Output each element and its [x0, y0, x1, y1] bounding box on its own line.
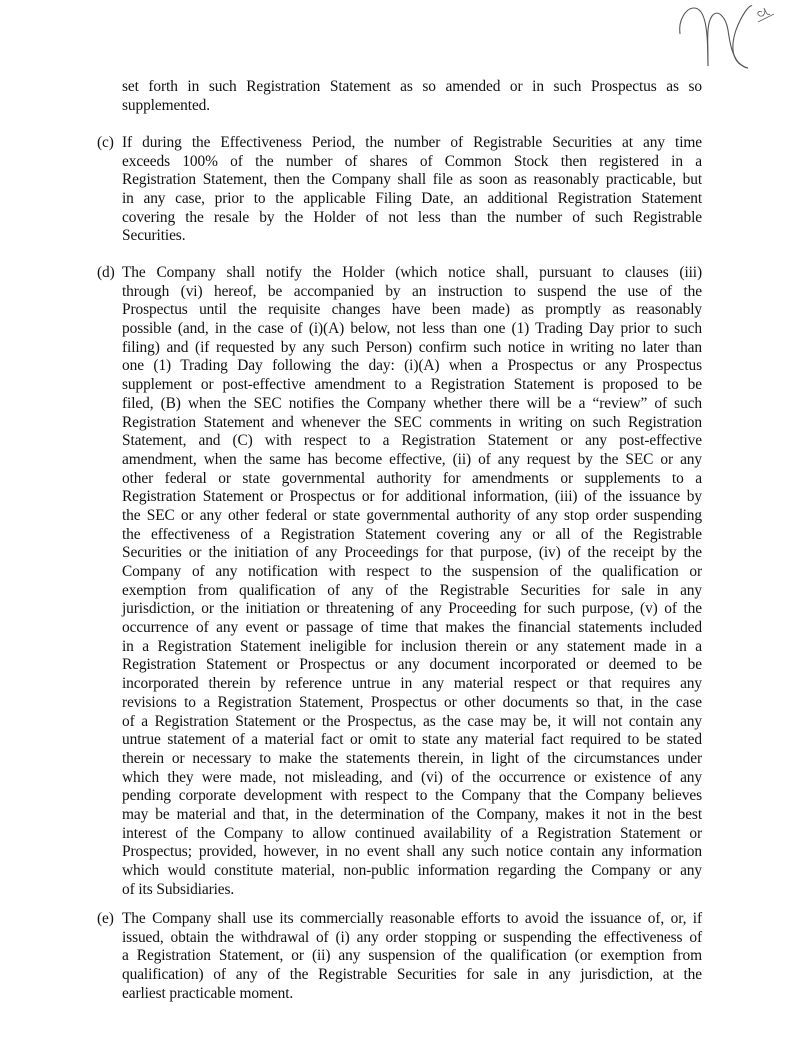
text-line: set forth in such Registration Statement as so amended or in such Prospectus as so [122, 78, 702, 95]
handwritten-initials-icon [672, 2, 782, 74]
text-line: in a Registration Statement ineligible for inclusion therein or any statement made in a [122, 637, 702, 655]
text-line: amendment, when the same has become effective, (ii) of any request by the SEC or any [122, 450, 702, 468]
text-line: through (vi) hereof, be accompanied by an instruction to suspend the use of the [122, 282, 702, 300]
text-line: possible (and, in the case of (i)(A) below, not less than one (1) Trading Day prior to such [122, 320, 702, 338]
text-line: the effectiveness of a Registration Statement covering any or all of the Registrable [122, 525, 702, 543]
text-line: filing) and (if requested by any such Person) confirm such notice in writing no later than [122, 338, 702, 356]
text-line: The Company shall use its commercially reasonable efforts to avoid the issuance of, or, if [122, 910, 702, 927]
text-line: Registration Statement and whenever the SEC comments in writing on such Registration [122, 413, 702, 431]
text-line: may be material and that, in the determination of the Company, makes it not in the best [122, 805, 702, 823]
text-line: one (1) Trading Day following the day: (i)(A) when a Prospectus or any Prospectus [122, 357, 702, 375]
clause-c [97, 134, 702, 246]
clause-label: (e) [97, 910, 114, 927]
text-line: Registration Statement or Prospectus or for additional information, (iii) of the issuance by [122, 488, 702, 506]
text-line: untrue statement of a material fact or omit to state any material fact required to be stated [122, 731, 702, 749]
clause-label: (c) [97, 134, 114, 151]
text-line: Registration Statement, then the Company shall file as soon as reasonably practicable, but [122, 171, 702, 189]
text-line: Registration Statement or Prospectus or any document incorporated or deemed to be [122, 656, 702, 674]
text-line: which they were made, not misleading, and (vi) of the occurrence or existence of any [122, 768, 702, 786]
text-line: Company of any notification with respect to the suspension of the qualification or [122, 563, 702, 580]
clause-d [97, 264, 702, 899]
text-line: exceeds 100% of the number of shares of Common Stock then registered in a [122, 152, 702, 170]
text-line: exemption from qualification of any of the Registrable Securities for sale in any [122, 581, 702, 599]
text-line: pending corporate development with respect to the Company that the Company believes [122, 787, 702, 805]
text-line: Statement, and (C) with respect to a Registration Statement or any post-effective [122, 432, 702, 450]
clause-label: (d) [97, 264, 115, 281]
clause-e [97, 910, 702, 1003]
text-line: other federal or state governmental authority for amendments or supplements to a [122, 469, 702, 487]
text-line: Securities or the initiation of any Proceedings for that purpose, (iv) of the receipt by the [122, 544, 702, 562]
text-line: covering the resale by the Holder of not less than the number of such Registrable [122, 208, 702, 226]
text-line: Prospectus; provided, however, in no event shall any such notice contain any information [122, 843, 702, 861]
text-line: earliest practicable moment. [122, 984, 294, 1002]
text-line: If during the Effectiveness Period, the number of Registrable Securities at any time [122, 134, 702, 151]
text-line: therein or necessary to make the statements therein, in light of the circumstances under [122, 749, 702, 767]
text-line: of its Subsidiaries. [122, 880, 235, 898]
text-line: occurrence of any event or passage of time that makes the financial statements included [122, 619, 702, 637]
text-line: issued, obtain the withdrawal of (i) any order stopping or suspending the effectiveness of [122, 928, 702, 946]
text-line: jurisdiction, or the initiation or threatening of any Proceeding for such purpose, (v) of the [122, 600, 702, 618]
text-line: the SEC or any other federal or state governmental authority of any stop order suspending [122, 506, 702, 524]
text-line: Securities. [122, 227, 186, 245]
text-line: a Registration Statement, or (ii) any suspension of the qualification (or exemption from [122, 947, 702, 965]
text-line: qualification) of any of the Registrable Securities for sale in any jurisdiction, at the [122, 966, 702, 984]
text-line: interest of the Company to allow continued availability of a Registration Statement or [122, 824, 702, 842]
continuation-paragraph [122, 78, 702, 115]
text-line: filed, (B) when the SEC notifies the Company whether there will be a “review” of such [122, 394, 702, 412]
text-line: incorporated therein by reference untrue in any material respect or that requires any [122, 675, 702, 693]
text-line: which would constitute material, non-public information regarding the Company or any [122, 862, 702, 879]
text-line: in any case, prior to the applicable Filing Date, an additional Registration Statement [122, 190, 702, 208]
text-line: Prospectus until the requisite changes have been made) as promptly as reasonably [122, 301, 702, 319]
text-line: of a Registration Statement or the Prospectus, as the case may be, it will not contain any [122, 712, 702, 730]
text-line: supplemented. [122, 96, 211, 114]
text-line: revisions to a Registration Statement, Prospectus or other documents so that, in the case [122, 693, 702, 711]
text-line: The Company shall notify the Holder (which notice shall, pursuant to clauses (iii) [122, 264, 702, 281]
text-line: supplement or post-effective amendment to a Registration Statement is proposed to be [122, 376, 702, 394]
